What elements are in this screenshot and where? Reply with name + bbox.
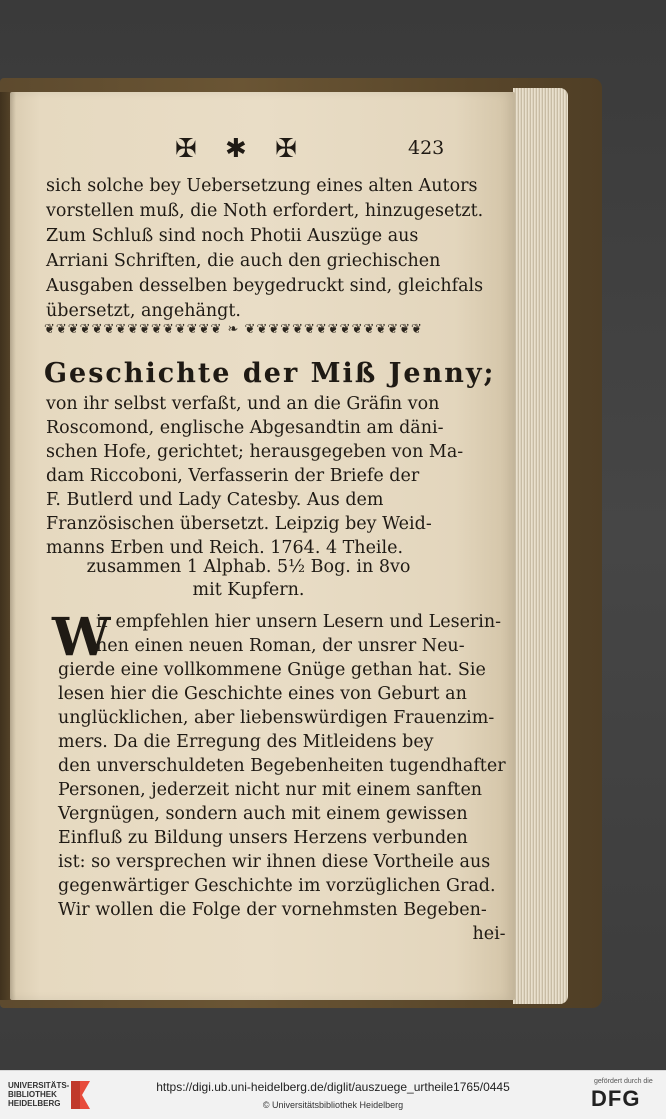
footer-bar <box>0 1070 666 1119</box>
copyright-notice: © Universitätsbibliothek Heidelberg <box>262 1100 404 1110</box>
body-first-lines <box>96 610 501 658</box>
text-line: lesen hier die Geschichte eines von Geburt an <box>58 684 467 704</box>
logo-line: UNIVERSITÄTS- <box>8 1081 70 1090</box>
text-line: mers. Da die Erregung des Mitleidens bey <box>58 732 434 752</box>
text-line: manns Erben und Reich. 1764. 4 Theile. <box>46 538 404 558</box>
ornamental-divider: ❦❦❦❦❦❦❦❦❦❦❦❦❦❦❦ ❧ ❦❦❦❦❦❦❦❦❦❦❦❦❦❦❦ <box>44 322 423 337</box>
center-line: zusammen 1 Alphab. 5½ Bog. in 8vo <box>86 557 411 577</box>
text-line: Wir wollen die Folge der vornehmsten Begeben- <box>58 900 487 920</box>
center-line: mit Kupfern. <box>192 580 305 600</box>
spine-shadow <box>0 92 16 1000</box>
text-line: Ausgaben desselben beygedruckt sind, gleichfals <box>46 276 484 296</box>
header-ornament: ✠ ✱ ✠ <box>175 134 307 164</box>
logo-line: HEIDELBERG <box>8 1099 61 1108</box>
text-line: vorstellen muß, die Noth erfordert, hinzugesetzt. <box>46 201 484 221</box>
text-line: Vergnügen, sondern auch mit einem gewissen <box>58 804 468 824</box>
text-line: Einfluß zu Bildung unsers Herzens verbunden <box>58 828 468 848</box>
dfg-caption: gefördert durch die <box>594 1078 653 1085</box>
page-url-link[interactable]: https://digi.ub.uni-heidelberg.de/diglit/auszuege_urtheile1765/0445 <box>156 1080 510 1094</box>
text-line: dam Riccoboni, Verfasserin der Briefe der <box>46 466 420 486</box>
catchword-line <box>58 922 506 946</box>
page-number: 423 <box>408 137 445 159</box>
text-line: den unverschuldeten Begebenheiten tugendhafter <box>58 756 506 776</box>
catchword: hei- <box>472 924 506 944</box>
drop-cap: W <box>52 607 111 668</box>
text-line: schen Hofe, gerichtet; herausgegeben von Ma- <box>46 442 464 462</box>
text-line: gierde eine vollkommene Gnüge gethan hat. Sie <box>58 660 486 680</box>
logo-line: BIBLIOTHEK <box>8 1090 57 1099</box>
intro-paragraph <box>46 174 483 324</box>
text-line: Arriani Schriften, die auch den griechischen <box>46 251 441 271</box>
text-line: ist: so versprechen wir ihnen diese Vortheile aus <box>58 852 491 872</box>
text-line: ir empfehlen hier unsern Lesern und Leserin- <box>96 612 502 632</box>
text-line: von ihr selbst verfaßt, und an die Gräfin von <box>46 394 440 414</box>
body-paragraph <box>58 658 506 946</box>
text-line: Personen, jederzeit nicht nur mit einem sanften <box>58 780 483 800</box>
text-line: Zum Schluß sind noch Photii Auszüge aus <box>46 226 419 246</box>
text-line: unglücklichen, aber liebenswürdigen Frauenzim- <box>58 708 495 728</box>
review-title: Geschichte der Miß Jenny; <box>44 358 496 389</box>
text-line: F. Butlerd und Lady Catesby. Aus dem <box>46 490 384 510</box>
text-line: nen einen neuen Roman, der unsrer Neu- <box>96 636 465 656</box>
text-line: Roscomond, englische Abgesandtin am däni- <box>46 418 444 438</box>
text-line: gegenwärtiger Geschichte im vorzüglichen Grad. <box>58 876 496 896</box>
text-line: übersetzt, angehängt. <box>46 301 241 321</box>
text-line: sich solche bey Uebersetzung eines alten Autors <box>46 176 478 196</box>
text-line: Französischen übersetzt. Leipzig bey Weid- <box>46 514 432 534</box>
page-edges <box>513 88 568 1004</box>
dfg-logo: DFG <box>591 1086 641 1111</box>
book-description <box>46 392 463 560</box>
